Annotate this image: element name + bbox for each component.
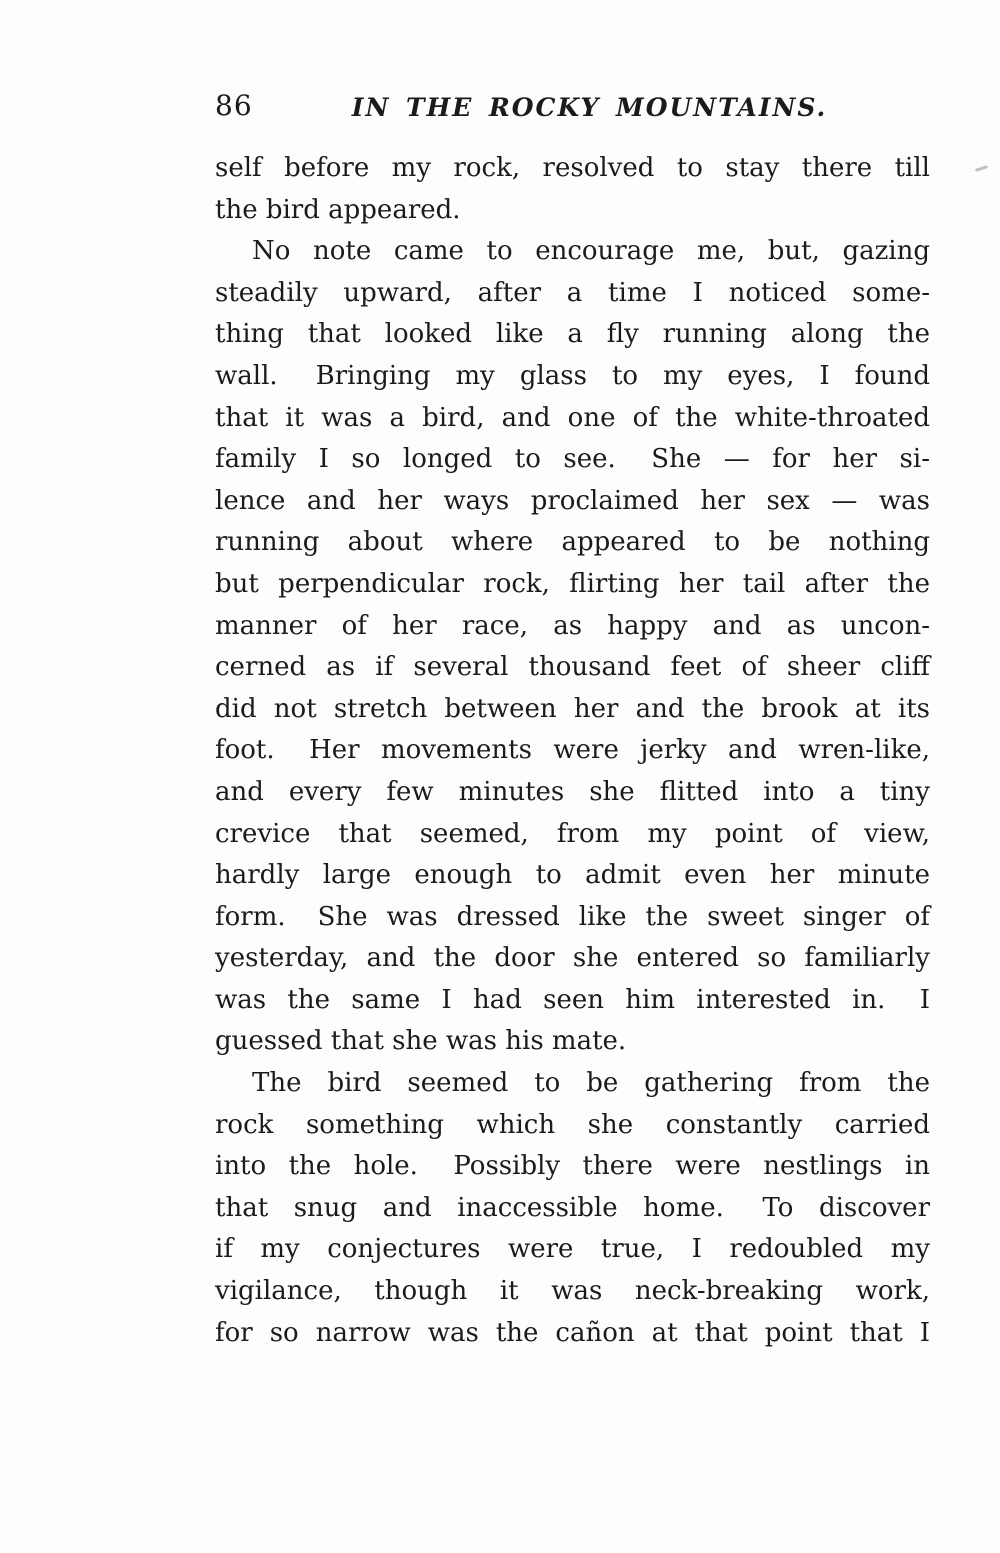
page-number: 86 xyxy=(215,89,253,122)
text-line: crevice that seemed, from my point of view, xyxy=(215,818,930,849)
text-line: that snug and inaccessible home. To discover xyxy=(215,1192,930,1223)
text-line: form. She was dressed like the sweet singer of xyxy=(215,901,930,932)
text-line: that it was a bird, and one of the white-throated xyxy=(215,402,930,433)
text-line: The bird seemed to be gathering from the xyxy=(252,1068,930,1099)
text-line: but perpendicular rock, flirting her tail after the xyxy=(215,568,930,599)
text-line: and every few minutes she flitted into a tiny xyxy=(215,776,930,807)
text-line: thing that looked like a fly running along the xyxy=(215,319,930,350)
text-line: the bird appeared. xyxy=(215,194,461,225)
text-line: yesterday, and the door she entered so familiarly xyxy=(215,943,930,974)
text-line: wall. Bringing my glass to my eyes, I found xyxy=(215,360,930,391)
text-line: manner of her race, as happy and as uncon- xyxy=(215,610,930,641)
text-line: foot. Her movements were jerky and wren-like, xyxy=(215,735,930,766)
text-line: was the same I had seen him interested in. I xyxy=(215,984,930,1015)
text-line: rock something which she constantly carried xyxy=(215,1109,930,1140)
text-line: cerned as if several thousand feet of sheer cliff xyxy=(215,652,930,683)
text-line: steadily upward, after a time I noticed some- xyxy=(215,277,930,308)
text-line: did not stretch between her and the brook at its xyxy=(215,693,930,724)
text-line: No note came to encourage me, but, gazing xyxy=(252,236,930,267)
text-line: self before my rock, resolved to stay there till xyxy=(215,153,930,183)
text-line: into the hole. Possibly there were nestlings in xyxy=(215,1151,930,1182)
text-line: hardly large enough to admit even her minute xyxy=(215,860,930,891)
text-line: if my conjectures were true, I redoubled my xyxy=(215,1234,930,1265)
text-line: lence and her ways proclaimed her sex — was xyxy=(215,485,930,516)
text-line: running about where appeared to be nothing xyxy=(215,527,930,558)
text-line: for so narrow was the cañon at that point that I xyxy=(215,1317,930,1348)
text-line: guessed that she was his mate. xyxy=(215,1026,627,1057)
running-header-title: IN THE ROCKY MOUNTAINS. xyxy=(351,93,828,122)
page-body xyxy=(215,148,930,1354)
text-line: family I so longed to see. She — for her si- xyxy=(215,444,930,475)
text-line: vigilance, though it was neck-breaking work, xyxy=(215,1276,930,1307)
scan-artifact-mark xyxy=(975,165,988,172)
